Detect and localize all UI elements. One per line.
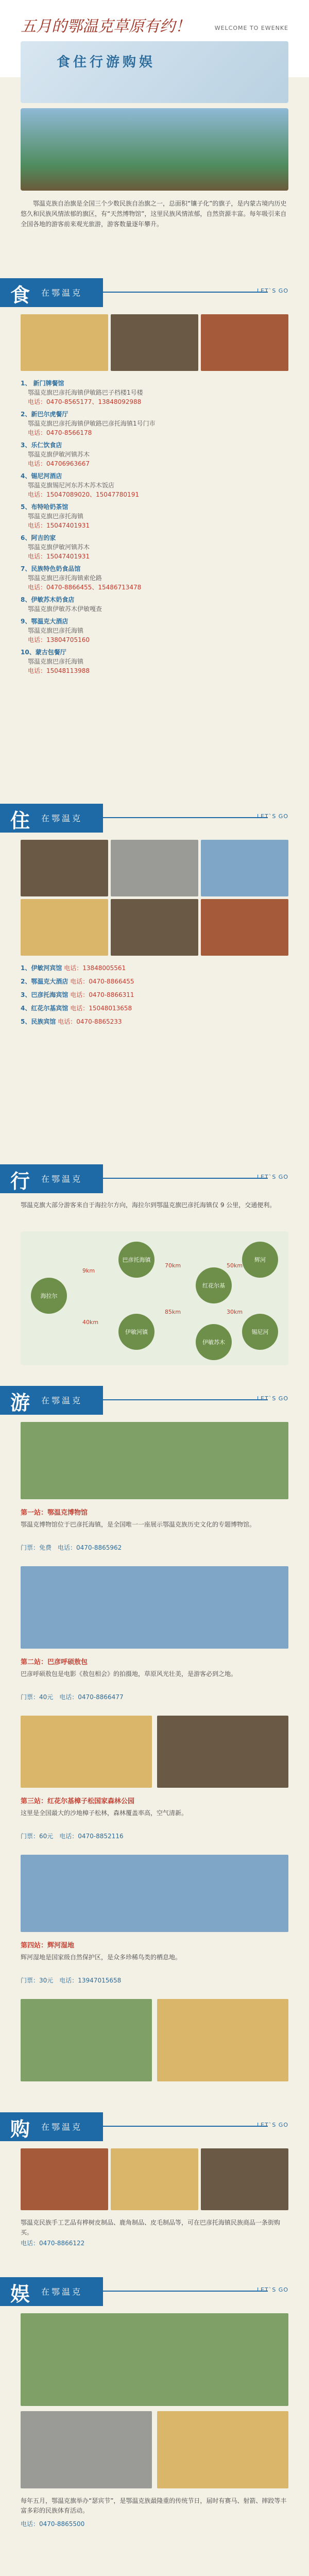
section-eat-title: 在鄂温克 (41, 288, 83, 298)
route-node: 伊敏河镇 (118, 1314, 154, 1350)
tour-text: 巴彦呼硕敖包是电影《敖包相会》的拍摄地，草原风光壮美，是游客必到之地。 (21, 1670, 237, 1677)
hotel-item: 3、巴彦托海宾馆 电话：0470-8866311 (21, 991, 134, 998)
hotel-photo-1 (21, 840, 108, 896)
restaurant-item: 1、 新门牌餐馆 鄂温克旗巴彦托海镇伊敏路巴子档楼1号楼 电话：0470-8565177、13848092988 (21, 380, 143, 405)
route-intro: 鄂温克旗大部分游客来自于海拉尔方向，海拉尔到鄂温克旗巴彦托海镇仅 9 公里，交通便利。 (21, 1201, 276, 1209)
tour-photo-4 (157, 1716, 288, 1788)
tour-text: 鄂温克博物馆位于巴彦托海镇，是全国唯一一座展示鄂温克族历史文化的专题博物馆。 (21, 1521, 256, 1528)
route-distance: 9km (82, 1267, 95, 1274)
route-node: 红花尔基 (196, 1267, 232, 1303)
restaurant-item: 3、乐仁饮食店 鄂温克旗伊敏河镇苏木 电话：04706963667 (21, 442, 90, 467)
title-banner (21, 41, 288, 103)
section-go-header (0, 1164, 309, 1193)
tour-photo-6 (21, 1999, 152, 2081)
food-photo-3 (201, 314, 288, 371)
hotel-item: 1、伊敏河宾馆 电话：13848005561 (21, 964, 126, 972)
section-fun-char: 娱 (10, 2282, 30, 2306)
section-go-tag: LET`S GO (257, 1174, 288, 1180)
tour-title: 第三站：红花尔基樟子松国家森林公园 (21, 1798, 135, 1805)
section-tour-char: 游 (10, 1391, 30, 1414)
hotel-photo-3 (201, 840, 288, 896)
page-tagline: 五月的鄂温克草原有约！ (21, 18, 191, 36)
fun-photo-1 (21, 2313, 288, 2406)
restaurant-item: 9、鄂温克大酒店 鄂温克旗巴彦托海镇 电话：13804705160 (21, 618, 90, 643)
route-node: 伊敏苏木 (196, 1324, 232, 1360)
restaurant-item: 7、民族特色奶食品馆 鄂温克旗巴彦托海镇索伦路 电话：0470-8866455、15486713478 (21, 565, 142, 591)
section-fun-title: 在鄂温克 (41, 2287, 83, 2297)
section-go-char: 行 (10, 1170, 30, 1193)
section-stay-header (0, 804, 309, 833)
hotel-list (21, 963, 288, 1030)
restaurant-item: 8、伊敏苏木奶食店 鄂温克旗伊敏苏木伊敏嘎查 (21, 596, 102, 613)
section-eat-header (0, 278, 309, 307)
shop-phone: 电话：0470-8866122 (21, 2240, 85, 2247)
route-distance: 40km (82, 1319, 99, 1326)
tour-title: 第四站：辉河湿地 (21, 1942, 75, 1950)
shop-photo-1 (21, 2148, 108, 2210)
tour-photo-5 (21, 1855, 288, 1932)
tour-price: 门票：40元 电话：0470-8866477 (21, 1693, 124, 1701)
hotel-item: 4、红花尔基宾馆 电话：15048013658 (21, 1005, 132, 1012)
hotel-photo-5 (111, 899, 198, 956)
hotel-item: 5、民族宾馆 电话：0470-8865233 (21, 1018, 122, 1025)
section-go-title: 在鄂温克 (41, 1174, 83, 1184)
fun-phone: 电话：0470-8865500 (21, 2520, 85, 2528)
welcome-text: WELCOME TO EWENKE (214, 25, 288, 31)
restaurant-list (21, 379, 288, 679)
hero-image (21, 108, 288, 191)
route-map (21, 1231, 288, 1365)
hotel-photo-2 (111, 840, 198, 896)
section-eat-char: 食 (10, 283, 30, 307)
restaurant-item: 6、阿吉的家 鄂温克旗伊敏河镇苏木 电话：15047401931 (21, 534, 90, 560)
route-distance: 85km (165, 1309, 181, 1315)
hotel-photo-4 (21, 899, 108, 956)
tour-photo-2 (21, 1566, 288, 1649)
fun-text: 每年五月，鄂温克旗举办“瑟宾节”，是鄂温克族最隆重的传统节日，届时有赛马、射箭、摔跤等丰富多彩的民族体育活动。 (21, 2497, 287, 2514)
section-tour-header (0, 1386, 309, 1415)
restaurant-item: 4、锡尼河酒店 鄂温克旗锡尼河东苏木苏木饭店 电话：15047089020、15047780191 (21, 472, 139, 498)
route-node: 锡尼河 (242, 1314, 278, 1350)
section-shop-header (0, 2112, 309, 2141)
section-shop-tag: LET`S GO (257, 2122, 288, 2128)
tour-text: 辉河湿地是国家级自然保护区，是众多珍稀鸟类的栖息地。 (21, 1954, 182, 1961)
food-photo-2 (111, 314, 198, 371)
hotel-photo-6 (201, 899, 288, 956)
tour-price: 门票：30元 电话：13947015658 (21, 1977, 122, 1984)
fun-photo-2 (21, 2411, 152, 2488)
restaurant-item: 10、蒙古包餐厅 鄂温克旗巴彦托海镇 电话：15048113988 (21, 649, 90, 674)
tour-photo-3 (21, 1716, 152, 1788)
section-shop-title: 在鄂温克 (41, 2122, 83, 2132)
section-stay-title: 在鄂温克 (41, 814, 83, 823)
intro-text: 鄂温克族自治旗是全国三个少数民族自治旗之一，总面积“镶子化”的旗子，是内蒙古境内历史悠久和民族风情浓郁的旗区，有“天然博物馆”，这里民族风情浓郁，自然资源丰富。每年吸引来自全国各地的游客前来观光旅游，游客数量逐年攀升。 (21, 200, 287, 228)
restaurant-item: 2、新巴尔虎餐厅 鄂温克旗巴彦托海镇伊敏路巴彦托海镇1号门市 电话：0470-8566178 (21, 411, 156, 436)
route-node: 海拉尔 (31, 1278, 67, 1314)
fun-photo-3 (157, 2411, 288, 2488)
page-title: 食住行游购娱 (57, 55, 156, 70)
tour-photo-1 (21, 1422, 288, 1499)
tour-title: 第二站：巴彦呼硕敖包 (21, 1658, 88, 1666)
section-stay-tag: LET`S GO (257, 813, 288, 820)
tour-photo-7 (157, 1999, 288, 2081)
section-shop-char: 购 (10, 2117, 30, 2141)
restaurant-item: 5、布特哈奶茶馆 鄂温克旗巴彦托海镇 电话：15047401931 (21, 503, 90, 529)
tour-title: 第一站：鄂温克博物馆 (21, 1509, 88, 1517)
section-stay-char: 住 (10, 809, 30, 832)
section-tour-tag: LET`S GO (257, 1395, 288, 1402)
food-photo-1 (21, 314, 108, 371)
section-fun-tag: LET`S GO (257, 2286, 288, 2293)
section-eat-tag: LET`S GO (257, 287, 288, 294)
tour-price: 门票：免费 电话：0470-8865962 (21, 1544, 122, 1551)
section-tour-title: 在鄂温克 (41, 1396, 83, 1405)
tour-price: 门票：60元 电话：0470-8852116 (21, 1833, 124, 1840)
shop-photo-3 (201, 2148, 288, 2210)
section-fun-header (0, 2277, 309, 2306)
route-distance: 50km (227, 1262, 243, 1269)
route-distance: 30km (227, 1309, 243, 1315)
route-distance: 70km (165, 1262, 181, 1269)
route-node: 辉河 (242, 1242, 278, 1278)
shop-photo-2 (111, 2148, 198, 2210)
shop-text: 鄂温克民族手工艺品有桦树皮制品、鹿角制品、皮毛制品等，可在巴彦托海镇民族商品一条街购买。 (21, 2219, 281, 2236)
hotel-item: 2、鄂温克大酒店 电话：0470-8866455 (21, 978, 134, 985)
tour-text: 这里是全国最大的沙地樟子松林，森林覆盖率高，空气清新。 (21, 1809, 188, 1817)
route-node: 巴彦托海镇 (118, 1242, 154, 1278)
